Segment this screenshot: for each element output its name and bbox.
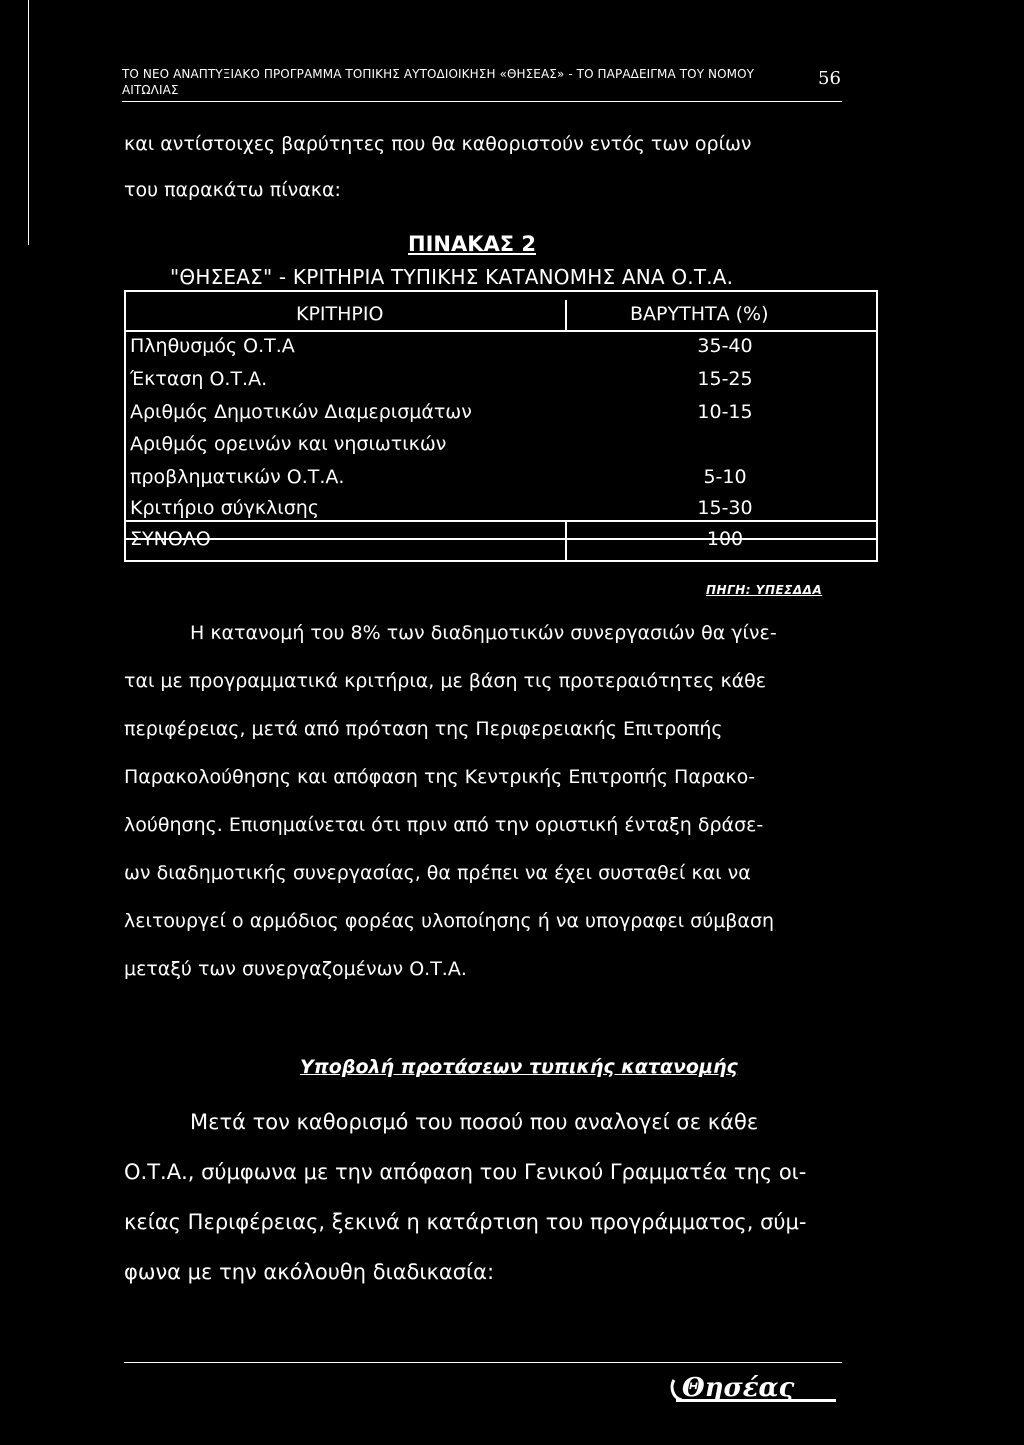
table-total-rule [124,520,878,522]
table-total-value: 100 [706,528,744,550]
intro-paragraph [124,121,864,213]
table-header-divider [565,300,567,330]
footer-rule [124,1362,842,1363]
paragraph-line: κείας Περιφέρειας, ξεκινά η κατάρτιση του προγράμματος, σύμ- [124,1210,807,1234]
table-row-criterion: προβληματικών Ο.Τ.Α. [130,466,345,488]
table-row-weight: 15-25 [697,368,753,390]
header-rule [122,101,842,102]
paragraph-line: λειτουργεί ο αρμόδιος φορέας υλοποίησης ή να υπογραφει σύμβαση [124,910,775,932]
page-number: 56 [818,68,841,89]
paragraph-line: μεταξύ των συνεργαζομένων Ο.Τ.Α. [124,958,467,980]
table-row-criterion: Κριτήριο σύγκλισης [130,497,319,519]
svg-text:Θησέας: Θησέας [682,1373,795,1403]
intro-line: του παρακάτω πίνακα: [124,179,341,201]
paragraph-line: Η κατανομή του 8% των διαδημοτικών συνεργασιών θα γίνε- [190,622,777,644]
intro-line: και αντίστοιχες βαρύτητες που θα καθοριστούν εντός των ορίων [124,133,752,155]
paragraph-line: λούθησης. Επισημαίνεται ότι πριν από την οριστική ένταξη δράσε- [124,814,764,836]
table-header-rule [124,330,878,332]
table-subtitle: "ΘΗΣΕΑΣ" - ΚΡΙΤΗΡΙΑ ΤΥΠΙΚΗΣ ΚΑΤΑΝΟΜΗΣ ΑΝΑ Ο.Τ.Α. [170,265,734,289]
column-header-weight: ΒΑΡΥΤΗΤΑ (%) [630,303,769,325]
table-source: ΠΗΓΗ: ΥΠΕΣΔΔΑ [706,583,823,597]
paragraph-line: Παρακολούθησης και απόφαση της Κεντρικής Επιτροπής Παρακο- [124,766,756,788]
table-total-divider [565,520,567,562]
table-row-criterion: Πληθυσμός Ο.Τ.Α [130,335,295,357]
paragraph-line: Ο.Τ.Α., σύμφωνα με την απόφαση του Γενικού Γραμματέα της οι- [124,1160,807,1184]
table-row-weight: 10-15 [697,401,753,423]
paragraph-line: φωνα με την ακόλουθη διαδικασία: [124,1260,495,1284]
table-row-criterion: Αριθμός Δημοτικών Διαμερισμάτων [130,401,472,423]
margin-rule [28,0,29,245]
section-paragraph [124,1097,846,1297]
table-row-weight: 5-10 [703,466,747,488]
table-title: ΠΙΝΑΚΑΣ 2 [408,232,537,256]
theseas-logo-mark [668,1372,848,1408]
table-row-criterion: Έκταση Ο.Τ.Α. [130,368,268,390]
body-paragraph [124,609,854,993]
paragraph-line: περιφέρειας, μετά από πρόταση της Περιφερειακής Επιτροπής [124,718,723,740]
table-total-label: ΣΥΝΟΛΟ [130,528,211,550]
table-row-weight: 15-30 [697,497,753,519]
paragraph-line: ων διαδημοτικής συνεργασίας, θα πρέπει να έχει συσταθεί και να [124,862,751,884]
table-row-criterion: Αριθμός ορεινών και νησιωτικών [130,433,447,455]
paragraph-line: ται με προγραμματικά κριτήρια, με βάση τις προτεραιότητες κάθε [124,670,767,692]
running-header: ΤΟ ΝΕΟ ΑΝΑΠΤΥΞΙΑΚΟ ΠΡΟΓΡΑΜΜΑ ΤΟΠΙΚΗΣ ΑΥΤΟΔΙΟΙΚΗΣΗ «ΘΗΣΕΑΣ» - ΤΟ ΠΑΡΑΔΕΙΓΜΑ ΤΟΥ ΝΟΜΟΥ ΑΙΤΩΛΙΑΣ [122,67,755,97]
theseas-logo [668,1372,848,1412]
column-header-criterion: ΚΡΙΤΗΡΙΟ [296,303,384,325]
table-row-weight: 35-40 [697,335,753,357]
section-heading: Υποβολή προτάσεων τυπικής κατανομής [300,1056,738,1078]
paragraph-line: Μετά τον καθορισμό του ποσού που αναλογεί σε κάθε [190,1110,759,1134]
